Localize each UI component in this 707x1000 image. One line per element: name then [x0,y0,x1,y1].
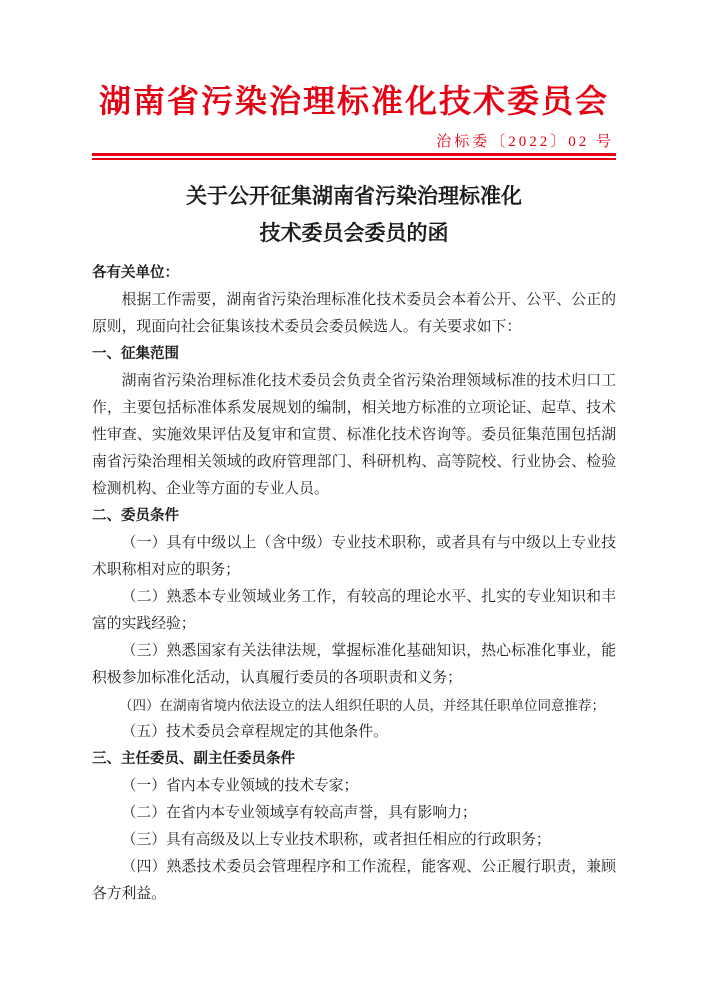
section-3-paragraph-4: （四）熟悉技术委员会管理程序和工作流程，能客观、公正履行职责，兼顾各方利益。 [92,859,616,902]
doc-title-line1: 关于公开征集湖南省污染治理标准化 [186,184,522,208]
red-divider [92,153,616,160]
section-2-paragraph-2: （二）熟悉本专业领域业务工作，有较高的理论水平、扎实的专业知识和丰富的实践经验； [92,589,616,632]
org-title: 湖南省污染治理标准化技术委员会 [98,83,609,119]
section-2-paragraph-4: （四）在湖南省境内依法设立的法人组织任职的人员，并经其任职单位同意推荐； [119,698,605,713]
doc-number: 治标委〔2022〕02 号 [436,134,614,150]
section-2-heading: 二、委员条件 [92,508,179,524]
section-2-paragraph-1: （一）具有中级以上（含中级）专业技术职称，或者具有与中级以上专业技术职称相对应的职务； [92,535,616,578]
section-2-paragraph-5: （五）技术委员会章程规定的其他条件。 [121,724,388,740]
section-2-paragraph-3: （三）熟悉国家有关法律法规，掌握标准化基础知识，热心标准化事业，能积极参加标准化活动，认真履行委员的各项职责和义务； [92,643,616,686]
section-3-heading: 三、主任委员、副主任委员条件 [92,751,295,767]
document-body [92,260,616,908]
intro-paragraph: 根据工作需要，湖南省污染治理标准化技术委员会本着公开、公平、公正的原则，现面向社会征集该技术委员会委员候选人。有关要求如下： [92,292,616,335]
section-3-paragraph-2: （二）在省内本专业领域享有较高声誉，具有影响力； [121,805,477,821]
section-1-heading: 一、征集范围 [92,346,179,362]
doc-title [92,178,616,252]
doc-title-line2: 技术委员会委员的函 [259,221,449,245]
section-3-paragraph-1: （一）省内本专业领域的技术专家； [121,778,359,794]
section-1-paragraph-1: 湖南省污染治理标准化技术委员会负责全省污染治理领域标准的技术归口工作，主要包括标准体系发展规划的编制，相关地方标准的立项论证、起草、技术性审查、实施效果评估及复审和宣贯、标准化技术咨询等。委员征集范围包括湖南省污染治理相关领域的政府管理部门、科研机构、高等院校、行业协会、检验检测机构、企业等方面的专业人员。 [92,373,616,497]
section-3-paragraph-3: （三）具有高级及以上专业技术职称，或者担任相应的行政职务； [121,832,551,848]
salutation: 各有关单位： [92,265,179,281]
